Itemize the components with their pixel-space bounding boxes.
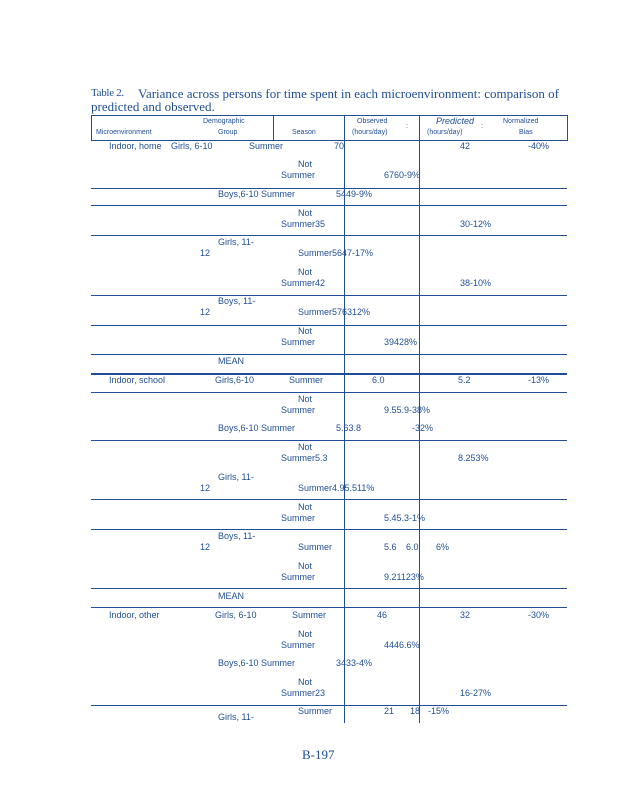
table-cell: 3433-4% [336, 658, 373, 668]
table-cell: Summer35 [281, 219, 326, 229]
header-predicted-mark: : [481, 123, 483, 130]
header-observed-mark: : [406, 123, 408, 130]
table-cell: Girls, 6-10 [215, 610, 257, 620]
table-cell: 21 [384, 706, 395, 716]
table-cell: Not [298, 159, 313, 169]
table-cell: Summer [289, 375, 324, 385]
header-col-rule [273, 115, 274, 141]
header-right-rule [567, 115, 568, 141]
header-observed-unit: (hours/day) [352, 129, 388, 136]
row-rule [91, 205, 567, 206]
table-cell: 4446.6% [384, 640, 420, 650]
table-cell: Not [298, 629, 313, 639]
table-cell: Summer576312% [298, 307, 371, 317]
row-rule [91, 295, 567, 296]
table-cell: Not [298, 442, 313, 452]
table-cell: Summer [292, 610, 327, 620]
table-cell: -13% [528, 375, 550, 385]
table-cell: Summer [281, 337, 316, 347]
table-cell: Not [298, 677, 313, 687]
table-cell: 12 [200, 483, 211, 493]
table-cell: Girls, 11- [218, 472, 254, 482]
table-cell: Girls, 11- [218, 712, 254, 722]
header-group: Group [218, 129, 238, 136]
table-cell: 12 [200, 307, 211, 317]
header-season: Season [292, 129, 316, 136]
table-cell: Boys,6-10 Summer [218, 658, 296, 668]
table-cell: Boys,6-10 Summer [218, 423, 296, 433]
header-bottom-rule [91, 140, 567, 141]
table-cell: Summer23 [281, 688, 326, 698]
table-cell: Not [298, 561, 313, 571]
table-cell: 12 [200, 248, 211, 258]
row-rule [91, 529, 567, 530]
row-rule [91, 392, 567, 393]
col-rule-observed [344, 115, 345, 723]
table-cell: Not [298, 326, 313, 336]
table-cell: -15% [428, 706, 450, 716]
header-observed: Observed [357, 118, 388, 125]
table-cell: Summer [298, 706, 333, 716]
row-rule [91, 499, 567, 500]
table-label: Table 2. [91, 87, 124, 99]
table-cell: Not [298, 502, 313, 512]
table-cell: Boys, 11- [218, 296, 256, 306]
table-cell: Summer [281, 640, 316, 650]
table-cell: Summer5647-17% [298, 248, 374, 258]
header-bias: Bias [519, 129, 533, 136]
row-rule [91, 354, 567, 355]
table-cell: Not [298, 394, 313, 404]
table-cell: 38-10% [460, 278, 492, 288]
col-rule-predicted [419, 115, 420, 723]
header-microenvironment: Microenvironment [96, 129, 152, 136]
table-cell: 30-12% [460, 219, 492, 229]
table-cell: 39428% [384, 337, 418, 347]
table-cell: Not [298, 267, 313, 277]
table-cell: 5449-9% [336, 189, 373, 199]
table-cell: 9.55.9-38% [384, 405, 431, 415]
table-cell: 42 [460, 141, 471, 151]
table-cell: 32 [460, 610, 471, 620]
table-cell: Summer [281, 572, 316, 582]
table-cell: 18 [410, 706, 421, 716]
table-cell: Summer [281, 170, 316, 180]
table-cell: 70 [334, 141, 345, 151]
header-predicted: Predicted [436, 116, 475, 126]
row-rule [91, 607, 567, 608]
table-cell: 6% [436, 542, 450, 552]
row-rule [91, 325, 567, 326]
header-left-rule [91, 115, 92, 141]
table-cell: 6.0 [406, 542, 419, 552]
row-rule [91, 588, 567, 589]
table-cell: MEAN [218, 356, 245, 366]
table-cell: 5.45.3-1% [384, 513, 426, 523]
header-predicted-unit: (hours/day) [427, 129, 463, 136]
table-cell: Indoor, home [109, 141, 162, 151]
table-cell: Summer [298, 542, 333, 552]
table-cell: Boys, 11- [218, 531, 256, 541]
table-cell: -30% [528, 610, 550, 620]
table-cell: MEAN [218, 591, 245, 601]
table-cell: Summer [281, 513, 316, 523]
table-top-rule [91, 115, 567, 116]
table-cell: Girls, 11- [218, 237, 254, 247]
table-cell: Summer42 [281, 278, 326, 288]
table-caption-line1: Variance across persons for time spent in each microenvironment: comparison of [138, 86, 559, 101]
table-cell: Girls,6-10 [215, 375, 255, 385]
table-cell: 46 [377, 610, 388, 620]
table-cell: 9.21123% [384, 572, 424, 582]
row-rule [91, 235, 567, 236]
table-cell: -32% [412, 423, 434, 433]
table-cell: 6760-9% [384, 170, 421, 180]
table-cell: 6.0 [372, 375, 385, 385]
header-demographic: Demographic [203, 118, 245, 125]
table-cell: 5.6 [384, 542, 397, 552]
table-cell: 16-27% [460, 688, 492, 698]
table-cell: Not [298, 208, 313, 218]
table-cell: Boys,6-10 Summer [218, 189, 296, 199]
table-cell: 5.2 [458, 375, 471, 385]
table-cell: Summer [249, 141, 284, 151]
table-caption-line2: predicted and observed. [91, 99, 215, 114]
row-rule [91, 188, 567, 189]
row-rule [91, 440, 567, 441]
table-cell: -40% [528, 141, 550, 151]
table-cell: Summer5.3 [281, 453, 328, 463]
table-cell: Summer4.95.511% [298, 483, 375, 493]
table-cell: Indoor, school [109, 375, 166, 385]
table-cell: Summer [281, 405, 316, 415]
table-cell: Indoor, other [109, 610, 160, 620]
table-cell: 8.253% [458, 453, 489, 463]
header-normalized: Normalized [503, 118, 539, 125]
table-cell: 5.63.8 [336, 423, 362, 433]
page-number: B-197 [302, 747, 335, 762]
table-cell: 12 [200, 542, 211, 552]
table-cell: Girls, 6-10 [171, 141, 213, 151]
